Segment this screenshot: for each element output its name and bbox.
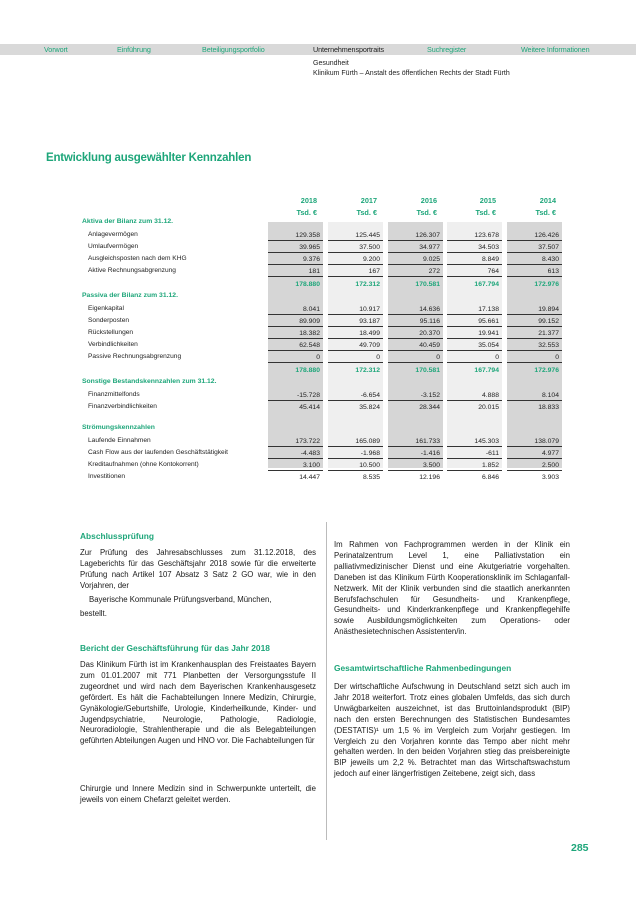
table-cell: 9.376 <box>268 254 323 265</box>
table-cell: 3.100 <box>268 460 323 471</box>
table-cell: 10.500 <box>328 460 383 471</box>
total-cell: 172.976 <box>534 281 559 288</box>
table-cell: 14.447 <box>299 474 320 481</box>
top-navigation <box>0 44 636 55</box>
unit-header: Tsd. € <box>475 208 496 217</box>
table-cell: 181 <box>268 266 323 277</box>
table-cell: 35.824 <box>359 404 380 411</box>
table-cell: 32.553 <box>507 340 562 351</box>
breadcrumb-company: Klinikum Fürth – Anstalt des öffentlichen Rechts der Stadt Fürth <box>313 70 510 77</box>
row-label: Finanzverbindlichkeiten <box>88 403 157 410</box>
total-cell: 167.794 <box>474 367 499 374</box>
heading-gesamtwirtschaftliche-rahmenbedingungen: Gesamtwirtschaftliche Rahmenbedingungen <box>334 663 512 673</box>
year-header: 2017 <box>360 196 377 205</box>
paragraph-fachprogramme: Im Rahmen von Fachprogrammen werden in der Klinik ein Perinatalzentrum Level 1, eine Palliativstation ein palliativmedizinischer Dienst und eine Akutgeriatrie vorgehalten. Daneben ist das Klinikum Fürth Kooperationsklinik im Schlaganfall-Netzwerk. Mit der Klinik verbunden sind die staatlich anerkannten Berufsfachschulen für Gesundheits- und Krankenpflege, Gesundheits- und Kinderkrankenpflege und Krankenpflegehilfe sowie Ausbildungsmöglichkeiten zum Operations- oder Anästhesietechnischen Assistenten/in. <box>334 540 570 637</box>
total-cell: 172.312 <box>355 281 380 288</box>
table-cell: 8.430 <box>507 254 562 265</box>
row-label: Anlagevermögen <box>88 231 138 238</box>
row-label: Ausgleichsposten nach dem KHG <box>88 255 187 262</box>
table-cell: 18.382 <box>268 328 323 339</box>
total-cell: 172.976 <box>534 367 559 374</box>
year-header: 2014 <box>539 196 556 205</box>
row-label: Kreditaufnahmen (ohne Kontokorrent) <box>88 461 199 468</box>
table-cell: 18.499 <box>328 328 383 339</box>
table-cell: 37.500 <box>328 242 383 253</box>
table-cell: 0 <box>388 352 443 363</box>
total-cell: 170.581 <box>415 367 440 374</box>
unit-header: Tsd. € <box>416 208 437 217</box>
table-cell: 8.535 <box>362 474 380 481</box>
table-cell: 93.187 <box>328 316 383 327</box>
column-divider <box>326 522 327 840</box>
table-cell: -611 <box>447 448 502 459</box>
table-cell: -4.483 <box>268 448 323 459</box>
table-cell: 3.903 <box>541 474 559 481</box>
table-cell: 95.116 <box>388 316 443 327</box>
table-cell: 126.307 <box>388 230 443 241</box>
total-cell: 170.581 <box>415 281 440 288</box>
section-heading: Strömungskennzahlen <box>82 424 155 431</box>
paragraph-abschlusspruefung <box>80 548 316 619</box>
table-cell: 125.445 <box>328 230 383 241</box>
nav-suchregister[interactable]: Suchregister <box>427 45 467 54</box>
table-cell: 95.661 <box>447 316 502 327</box>
table-cell: -15.728 <box>268 390 323 401</box>
table-cell: 0 <box>447 352 502 363</box>
table-cell: 165.089 <box>328 436 383 447</box>
row-label: Cash Flow aus der laufenden Geschäftstätigkeit <box>88 449 229 456</box>
row-label: Aktive Rechnungsabgrenzung <box>88 267 176 274</box>
row-label: Verbindlichkeiten <box>88 341 138 348</box>
table-cell: 123.678 <box>447 230 502 241</box>
row-label: Finanzmittelfonds <box>88 391 140 398</box>
table-cell: 17.138 <box>447 304 502 315</box>
table-cell: 0 <box>507 352 562 363</box>
year-header: 2018 <box>300 196 317 205</box>
table-cell: 0 <box>328 352 383 363</box>
nav-beteiligungsportfolio[interactable]: Beteiligungsportfolio <box>202 45 265 54</box>
unit-header: Tsd. € <box>535 208 556 217</box>
table-cell: 129.358 <box>268 230 323 241</box>
section-heading: Sonstige Bestandskennzahlen zum 31.12. <box>82 378 217 385</box>
section-heading: Aktiva der Bilanz zum 31.12. <box>82 218 174 225</box>
table-cell: 1.852 <box>447 460 502 471</box>
paragraph-rahmenbedingungen: Der wirtschaftliche Aufschwung in Deutschland setzt sich auch im Jahr 2018 weiterfort. Trotz eines globalen Umfelds, das sich durch Unwägbarkeiten auszeichnet, ist das Bruttoinlandsprodukt (BIP) nach den ersten Berechnungen des Statistischen Bundesamtes (DESTATIS)¹ um 1,5 % im Vergleich zum Vorjahr gestiegen. Im Vergleich zu den Vorjahren konnte das Tempo aber nicht mehr gehalten werden. In den beiden Vorjahren stieg das preisbereinigte BIP jeweils um 2,2 %. Betrachtet man das Wirtschaftswachstum jedoch auf einer längerfristigen Zeitebene, zeigt sich, dass <box>334 682 570 779</box>
total-cell: 172.312 <box>355 367 380 374</box>
table-cell: 613 <box>507 266 562 277</box>
table-cell: 28.344 <box>419 404 440 411</box>
table-cell: -1.416 <box>388 448 443 459</box>
table-cell: 4.888 <box>447 390 502 401</box>
paragraph-text: Zur Prüfung des Jahresabschlusses zum 31.12.2018, des Lageberichts für das Geschäftsjahr 2018 sowie für die erweiterte Prüfung nach Artikel 107 Absatz 3 Satz 2 GO war, wie in den Vorjahren, der <box>80 548 316 590</box>
table-cell: 2.500 <box>507 460 562 471</box>
row-label: Eigenkapital <box>88 305 124 312</box>
nav-einfuehrung[interactable]: Einführung <box>117 45 151 54</box>
row-label: Laufende Einnahmen <box>88 437 151 444</box>
unit-header: Tsd. € <box>296 208 317 217</box>
table-cell: 145.303 <box>447 436 502 447</box>
table-cell: 62.548 <box>268 340 323 351</box>
table-cell: 8.104 <box>507 390 562 401</box>
table-cell: 161.733 <box>388 436 443 447</box>
table-cell: 126.426 <box>507 230 562 241</box>
table-cell: 8.041 <box>268 304 323 315</box>
table-cell: 10.917 <box>328 304 383 315</box>
page-title: Entwicklung ausgewählter Kennzahlen <box>46 152 252 164</box>
total-cell: 178.880 <box>295 281 320 288</box>
table-cell: 39.965 <box>268 242 323 253</box>
nav-vorwort[interactable]: Vorwort <box>44 45 68 54</box>
table-cell: 18.833 <box>538 404 559 411</box>
page-number: 285 <box>571 842 589 854</box>
table-cell: 21.377 <box>507 328 562 339</box>
table-cell: 14.636 <box>388 304 443 315</box>
table-cell: 8.849 <box>447 254 502 265</box>
total-cell: 178.880 <box>295 367 320 374</box>
section-heading: Passiva der Bilanz zum 31.12. <box>82 292 178 299</box>
row-label: Umlaufvermögen <box>88 243 139 250</box>
row-label: Investitionen <box>88 473 126 480</box>
row-label: Passive Rechnungsabgrenzung <box>88 353 182 360</box>
paragraph-text: bestellt. <box>80 608 107 618</box>
table-cell: 20.370 <box>388 328 443 339</box>
table-cell: 12.196 <box>419 474 440 481</box>
table-cell: 6.846 <box>481 474 499 481</box>
paragraph-auditor: Bayerische Kommunale Prüfungsverband, München, <box>89 594 272 604</box>
table-cell: 37.507 <box>507 242 562 253</box>
paragraph-bericht-cont: Chirurgie und Innere Medizin sind in Schwerpunkte unterteilt, die jeweils von einem Chefarzt geleitet werden. <box>80 784 316 804</box>
table-cell: 167 <box>328 266 383 277</box>
heading-abschlusspruefung: Abschlussprüfung <box>80 531 154 541</box>
table-cell: 272 <box>388 266 443 277</box>
table-cell: 9.200 <box>328 254 383 265</box>
row-label: Sonderposten <box>88 317 130 324</box>
table-cell: 34.503 <box>447 242 502 253</box>
table-cell: 9.025 <box>388 254 443 265</box>
table-cell: 40.459 <box>388 340 443 351</box>
paragraph-bericht: Das Klinikum Fürth ist im Krankenhausplan des Freistaates Bayern zum 01.01.2007 mit 771 Planbetten der Versorgungsstufe II zugeordnet und wird nach dem Bayerischen Krankenhausgesetz gefördert. Es hält die Fachabteilungen Innere Medizin, Chirurgie, Gynäkologie/Geburtshilfe, Urologie, Kinderheilkunde, Kinder- und Jugendpsychiatrie, Neurologie, Pathologie, Radiologie, Neuroradiologie, Strahlentherapie und die als Belegabteilungen geführten Abteilungen Augen und HNO vor. Die Fachabteilungen für <box>80 660 316 746</box>
heading-bericht-geschaeftsfuehrung: Bericht der Geschäftsführung für das Jahr 2018 <box>80 643 270 653</box>
table-cell: 49.709 <box>328 340 383 351</box>
table-cell: 99.152 <box>507 316 562 327</box>
year-header: 2015 <box>479 196 496 205</box>
table-cell: 173.722 <box>268 436 323 447</box>
breadcrumb-category: Gesundheit <box>313 60 349 67</box>
table-cell: 138.079 <box>507 436 562 447</box>
table-cell: 34.977 <box>388 242 443 253</box>
row-label: Rückstellungen <box>88 329 134 336</box>
table-cell: 35.054 <box>447 340 502 351</box>
table-cell: 4.977 <box>507 448 562 459</box>
unit-header: Tsd. € <box>356 208 377 217</box>
nav-weitere-informationen[interactable]: Weitere Informationen <box>521 45 590 54</box>
table-cell: 45.414 <box>299 404 320 411</box>
table-cell: 20.015 <box>478 404 499 411</box>
year-header: 2016 <box>420 196 437 205</box>
table-cell: 0 <box>268 352 323 363</box>
table-cell: -3.152 <box>388 390 443 401</box>
table-cell: 19.941 <box>447 328 502 339</box>
table-cell: 89.909 <box>268 316 323 327</box>
table-cell: 3.500 <box>388 460 443 471</box>
table-cell: 19.894 <box>507 304 562 315</box>
table-cell: -6.654 <box>328 390 383 401</box>
table-cell: 764 <box>447 266 502 277</box>
table-cell: -1.968 <box>328 448 383 459</box>
total-cell: 167.794 <box>474 281 499 288</box>
nav-unternehmensportraits[interactable]: Unternehmensportraits <box>313 45 385 54</box>
